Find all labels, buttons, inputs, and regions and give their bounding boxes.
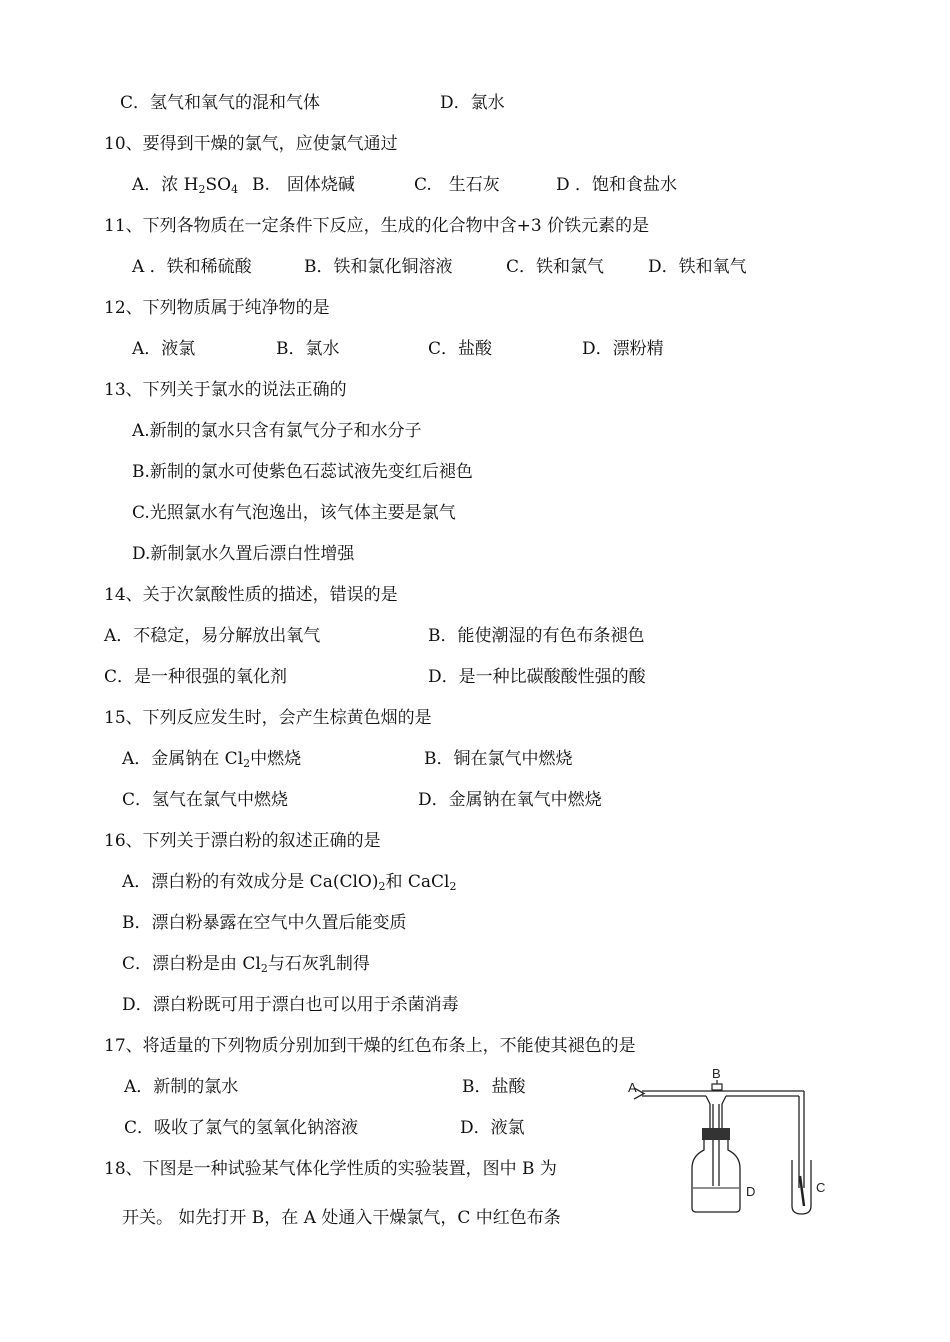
q14-stem: 14、关于次氯酸性质的描述，错误的是 [104, 585, 398, 605]
q16-option-d: D．漂白粉既可用于漂白也可以用于杀菌消毒 [122, 995, 459, 1015]
q13-option-d: D.新制氯水久置后漂白性增强 [132, 544, 355, 564]
q17-option-b: B．盐酸 [462, 1077, 526, 1097]
q18-stem-line2: 开关。 如先打开 B，在 A 处通入干燥氯气，C 中红色布条 [122, 1208, 561, 1228]
apparatus-diagram [626, 1068, 838, 1216]
stopper [702, 1128, 730, 1140]
q13-stem: 13、下列关于氯水的说法正确的 [104, 380, 347, 400]
q14-option-b: B．能使潮湿的有色布条褪色 [428, 626, 645, 646]
q15-stem: 15、下列反应发生时，会产生棕黄色烟的是 [104, 708, 432, 728]
q16-option-a: A．漂白粉的有效成分是 $Ca(ClO)_2$和 CaCl$_2$ [122, 872, 457, 893]
q14-option-a: A．不稳定，易分解放出氧气 [104, 626, 321, 646]
inlet-tube [634, 1088, 706, 1099]
q11-option-b: B．铁和氯化铜溶液 [304, 257, 453, 277]
switch-b [712, 1080, 722, 1090]
q16-option-b: B．漂白粉暴露在空气中久置后能变质 [122, 913, 407, 933]
q10-option-c: C. 生石灰 [414, 175, 500, 195]
bottle-d [692, 1140, 740, 1212]
q14-option-d: D．是一种比碳酸酸性强的酸 [428, 667, 646, 687]
q12-option-d: D．漂粉精 [582, 339, 664, 359]
q13-option-a: A.新制的氯水只含有氯气分子和水分子 [132, 421, 422, 441]
q11-option-c: C．铁和氯气 [506, 257, 605, 277]
q16-stem: 16、下列关于漂白粉的叙述正确的是 [104, 831, 381, 851]
label-c: C [816, 1180, 826, 1195]
q11-option-a: A ．铁和稀硫酸 [132, 257, 252, 277]
q10-option-b: B. 固体烧碱 [252, 175, 355, 195]
q16-option-c: C．漂白粉是由 $Cl_2$与石灰乳制得 [122, 954, 370, 975]
q13-option-b: B.新制的氯水可使紫色石蕊试液先变红后褪色 [132, 462, 473, 482]
q15-option-d: D．金属钠在氧气中燃烧 [418, 790, 602, 810]
q12-option-b: B．氯水 [276, 339, 340, 359]
q9-option-d: D．氯水 [440, 93, 505, 113]
q17-stem: 17、将适量的下列物质分别加到干燥的红色布条上，不能使其褪色的是 [104, 1036, 636, 1056]
q15-option-a: A．金属钠在 $Cl_2$中燃烧 [122, 749, 302, 770]
q10-option-a: A．浓 $H_2SO_4$ [132, 175, 239, 196]
q15-option-c: C．氢气在氯气中燃烧 [122, 790, 289, 810]
q11-option-d: D．铁和氧气 [648, 257, 747, 277]
label-d: D [746, 1184, 756, 1199]
q10-option-d: D ．饱和食盐水 [556, 175, 678, 195]
q9-option-c: C．氢气和氧气的混和气体 [120, 93, 321, 113]
q12-option-a: A．液氯 [132, 339, 196, 359]
q10-stem: 10、要得到干燥的氯气，应使氯气通过 [104, 134, 398, 154]
label-b: B [712, 1068, 721, 1081]
q11-stem: 11、下列各物质在一定条件下反应，生成的化合物中含+3 价铁元素的是 [104, 216, 650, 236]
q13-option-c: C.光照氯水有气泡逸出，该气体主要是氯气 [132, 503, 456, 523]
q14-option-c: C．是一种很强的氧化剂 [104, 667, 288, 687]
q15-option-b: B．铜在氯气中燃烧 [424, 749, 573, 769]
label-a: A [628, 1080, 637, 1095]
q12-stem: 12、下列物质属于纯净物的是 [104, 298, 330, 318]
q17-option-a: A．新制的氯水 [124, 1077, 239, 1097]
q12-option-c: C．盐酸 [428, 339, 493, 359]
q17-option-d: D．液氯 [460, 1118, 525, 1138]
q17-option-c: C．吸收了氯气的氢氧化钠溶液 [124, 1118, 359, 1138]
q18-stem-line1: 18、下图是一种试验某气体化学性质的实验装置，图中 B 为 [104, 1159, 557, 1179]
